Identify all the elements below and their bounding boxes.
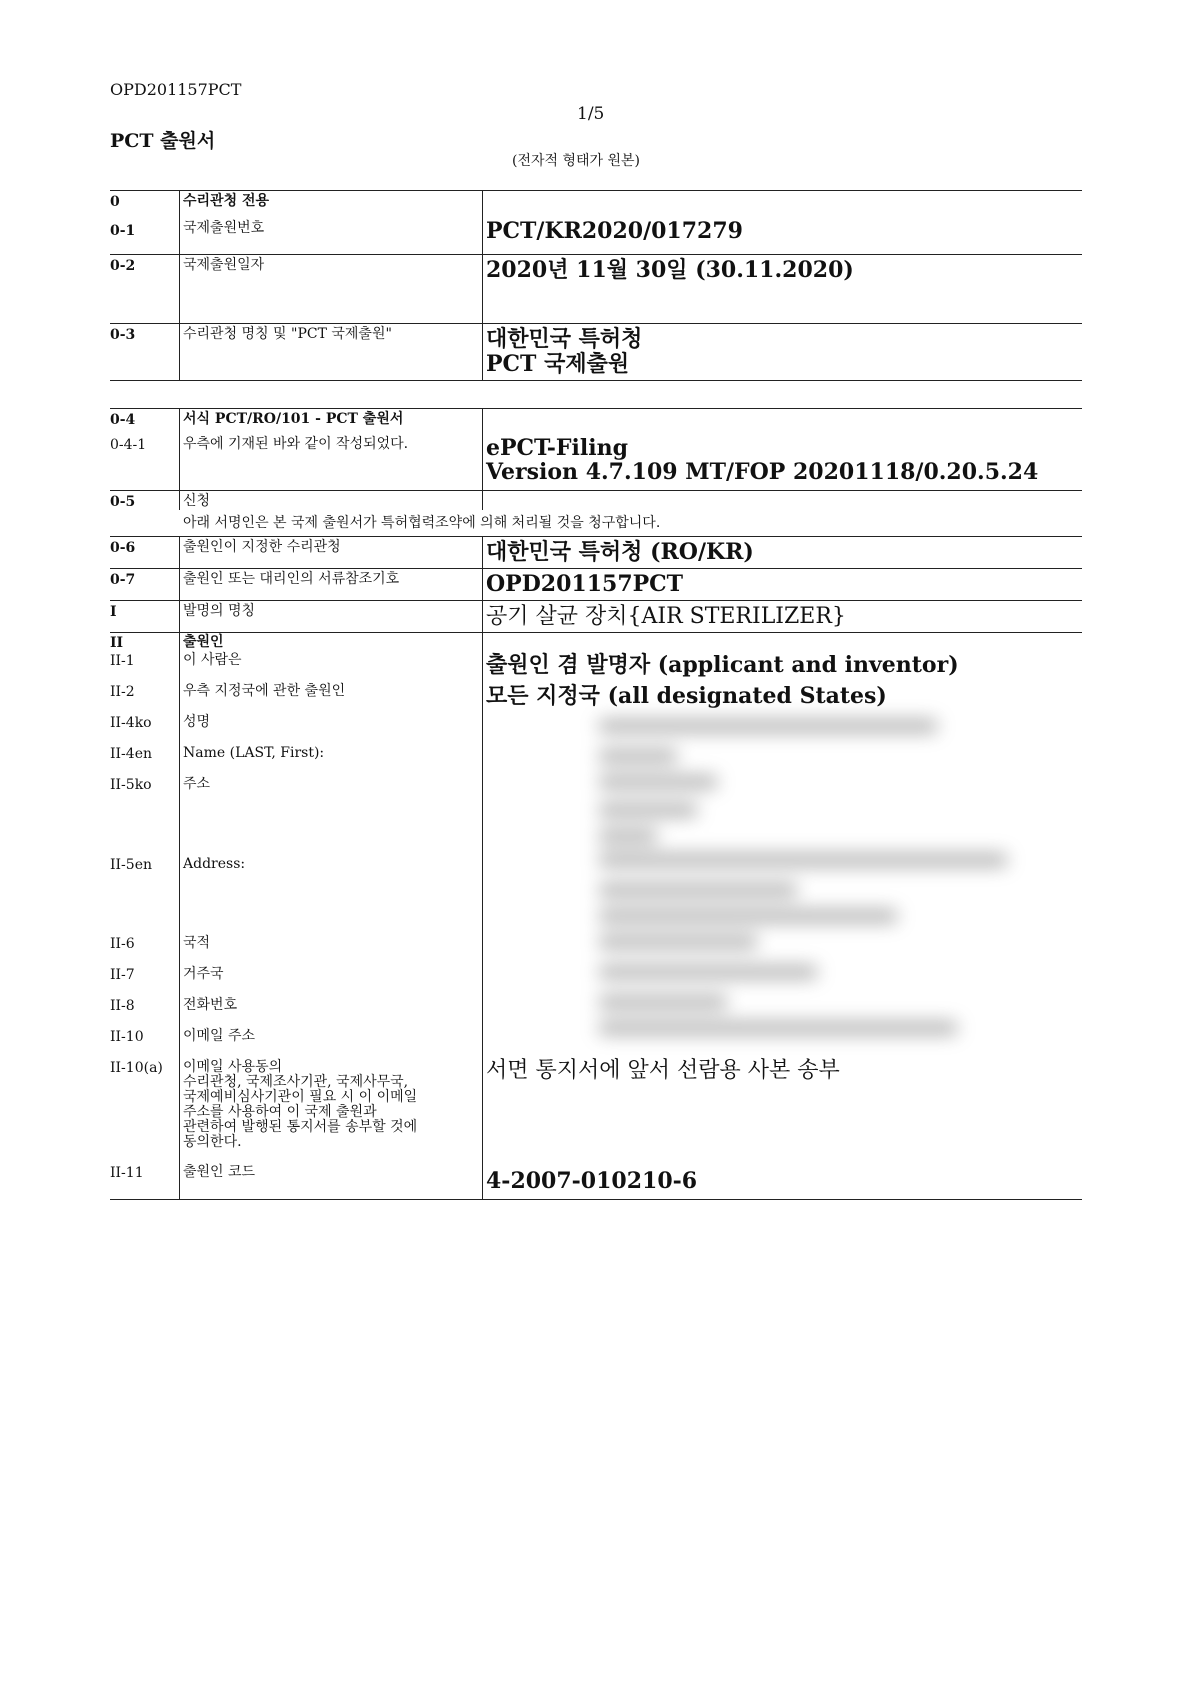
consent-line: 관련하여 발행된 통지서를 송부할 것에 [183, 1119, 418, 1135]
filing-software: ePCT-Filing [486, 435, 628, 461]
item-label: 서식 PCT/RO/101 - PCT 출원서 [183, 411, 404, 427]
item-num: 0 [110, 194, 120, 210]
consent-line: 이메일 사용동의 [183, 1059, 283, 1075]
row-0-6 [110, 536, 1082, 568]
item-num: II-6 [110, 936, 135, 952]
item-num: II-10(a) [110, 1060, 163, 1076]
designated-receiving-office: 대한민국 특허청 (RO/KR) [486, 539, 754, 565]
row-0-2 [110, 254, 1082, 323]
item-num: II-2 [110, 684, 135, 700]
item-label: 출원인 코드 [183, 1164, 256, 1180]
item-num: II-1 [110, 653, 135, 669]
item-label: 국제출원일자 [183, 257, 265, 273]
email-consent-value: 서면 통지서에 앞서 선람용 사본 송부 [486, 1058, 840, 1083]
item-num: II-8 [110, 998, 135, 1014]
item-num: II-7 [110, 967, 135, 983]
item-num: II-10 [110, 1029, 144, 1045]
item-label: 국적 [183, 935, 211, 951]
item-num: II-5ko [110, 777, 152, 793]
item-num: 0-2 [110, 258, 136, 274]
item-num: II-11 [110, 1165, 144, 1181]
applicant-code: 4-2007-010210-6 [486, 1168, 698, 1194]
item-label: 수리관청 전용 [183, 193, 270, 209]
international-application-number: PCT/KR2020/017279 [486, 218, 743, 244]
receiving-office-name-line2: PCT 국제출원 [486, 351, 630, 377]
section-application-details [110, 408, 1082, 1200]
petition-text: 아래 서명인은 본 국제 출원서가 특허협력조약에 의해 처리될 것을 청구합니다. [183, 515, 661, 531]
item-label: 국제출원번호 [183, 220, 265, 236]
applicant-capacity: 출원인 겸 발명자 (applicant and inventor) [486, 652, 959, 678]
item-num: 0-5 [110, 494, 136, 510]
item-num: 0-7 [110, 572, 136, 588]
consent-line: 주소를 사용하여 이 국제 출원과 [183, 1104, 377, 1120]
item-num: II-5en [110, 857, 152, 873]
item-label: 수리관청 명칭 및 "PCT 국제출원" [183, 326, 392, 342]
item-num: 0-4 [110, 412, 136, 428]
row-0-7 [110, 568, 1082, 600]
item-num: 0-1 [110, 223, 136, 239]
consent-line: 수리관청, 국제조사기관, 국제사무국, [183, 1074, 409, 1090]
item-label: 우측에 기재된 바와 같이 작성되었다. [183, 436, 409, 452]
receiving-office-name-line1: 대한민국 특허청 [486, 326, 643, 352]
item-label: Address: [183, 856, 246, 872]
item-num: II-4ko [110, 715, 152, 731]
page-number: 1/5 [577, 104, 605, 124]
item-num: II-4en [110, 746, 152, 762]
email-consent-label [183, 1060, 417, 1150]
row-0-3 [110, 323, 1082, 381]
item-num: I [110, 604, 117, 620]
invention-title: 공기 살균 장치{AIR STERILIZER} [486, 604, 846, 629]
file-reference: OPD201157PCT [486, 571, 684, 597]
item-label: 출원인 또는 대리인의 서류참조기호 [183, 571, 400, 587]
row-II-applicant [110, 632, 1082, 1200]
row-0-4 [110, 408, 1082, 490]
row-0-5 [110, 490, 1082, 536]
document-title: PCT 출원서 [110, 130, 216, 152]
filing-software-version: Version 4.7.109 MT/FOP 20201118/0.20.5.24 [486, 459, 1039, 485]
item-num: 0-6 [110, 540, 136, 556]
designated-states: 모든 지정국 (all designated States) [486, 683, 887, 709]
item-label: 우측 지정국에 관한 출원인 [183, 683, 346, 699]
item-label: 이메일 주소 [183, 1028, 256, 1044]
document-subtitle: (전자적 형태가 원본) [512, 153, 641, 169]
item-label: 출원인 [183, 634, 224, 650]
item-num: 0-3 [110, 327, 136, 343]
consent-line: 동의한다. [183, 1134, 242, 1150]
item-label: 발명의 명칭 [183, 603, 256, 619]
redacted-personal-info [598, 713, 1018, 1053]
consent-line: 국제예비심사기관이 필요 시 이 이메일 [183, 1089, 418, 1105]
filing-date: 2020년 11월 30일 (30.11.2020) [486, 257, 854, 283]
item-num: 0-4-1 [110, 437, 147, 453]
item-label: 이 사람은 [183, 652, 242, 668]
item-label: 거주국 [183, 966, 224, 982]
section-receiving-office [110, 190, 1082, 381]
item-label: 주소 [183, 776, 211, 792]
item-label: 신청 [183, 493, 211, 509]
item-label: 전화번호 [183, 997, 238, 1013]
item-label: 출원인이 지정한 수리관청 [183, 539, 341, 555]
row-0 [110, 190, 1082, 254]
item-label: Name (LAST, First): [183, 745, 325, 761]
item-num: II [110, 635, 124, 651]
doc-reference: OPD201157PCT [110, 80, 242, 99]
item-label: 성명 [183, 714, 211, 730]
row-I [110, 600, 1082, 632]
